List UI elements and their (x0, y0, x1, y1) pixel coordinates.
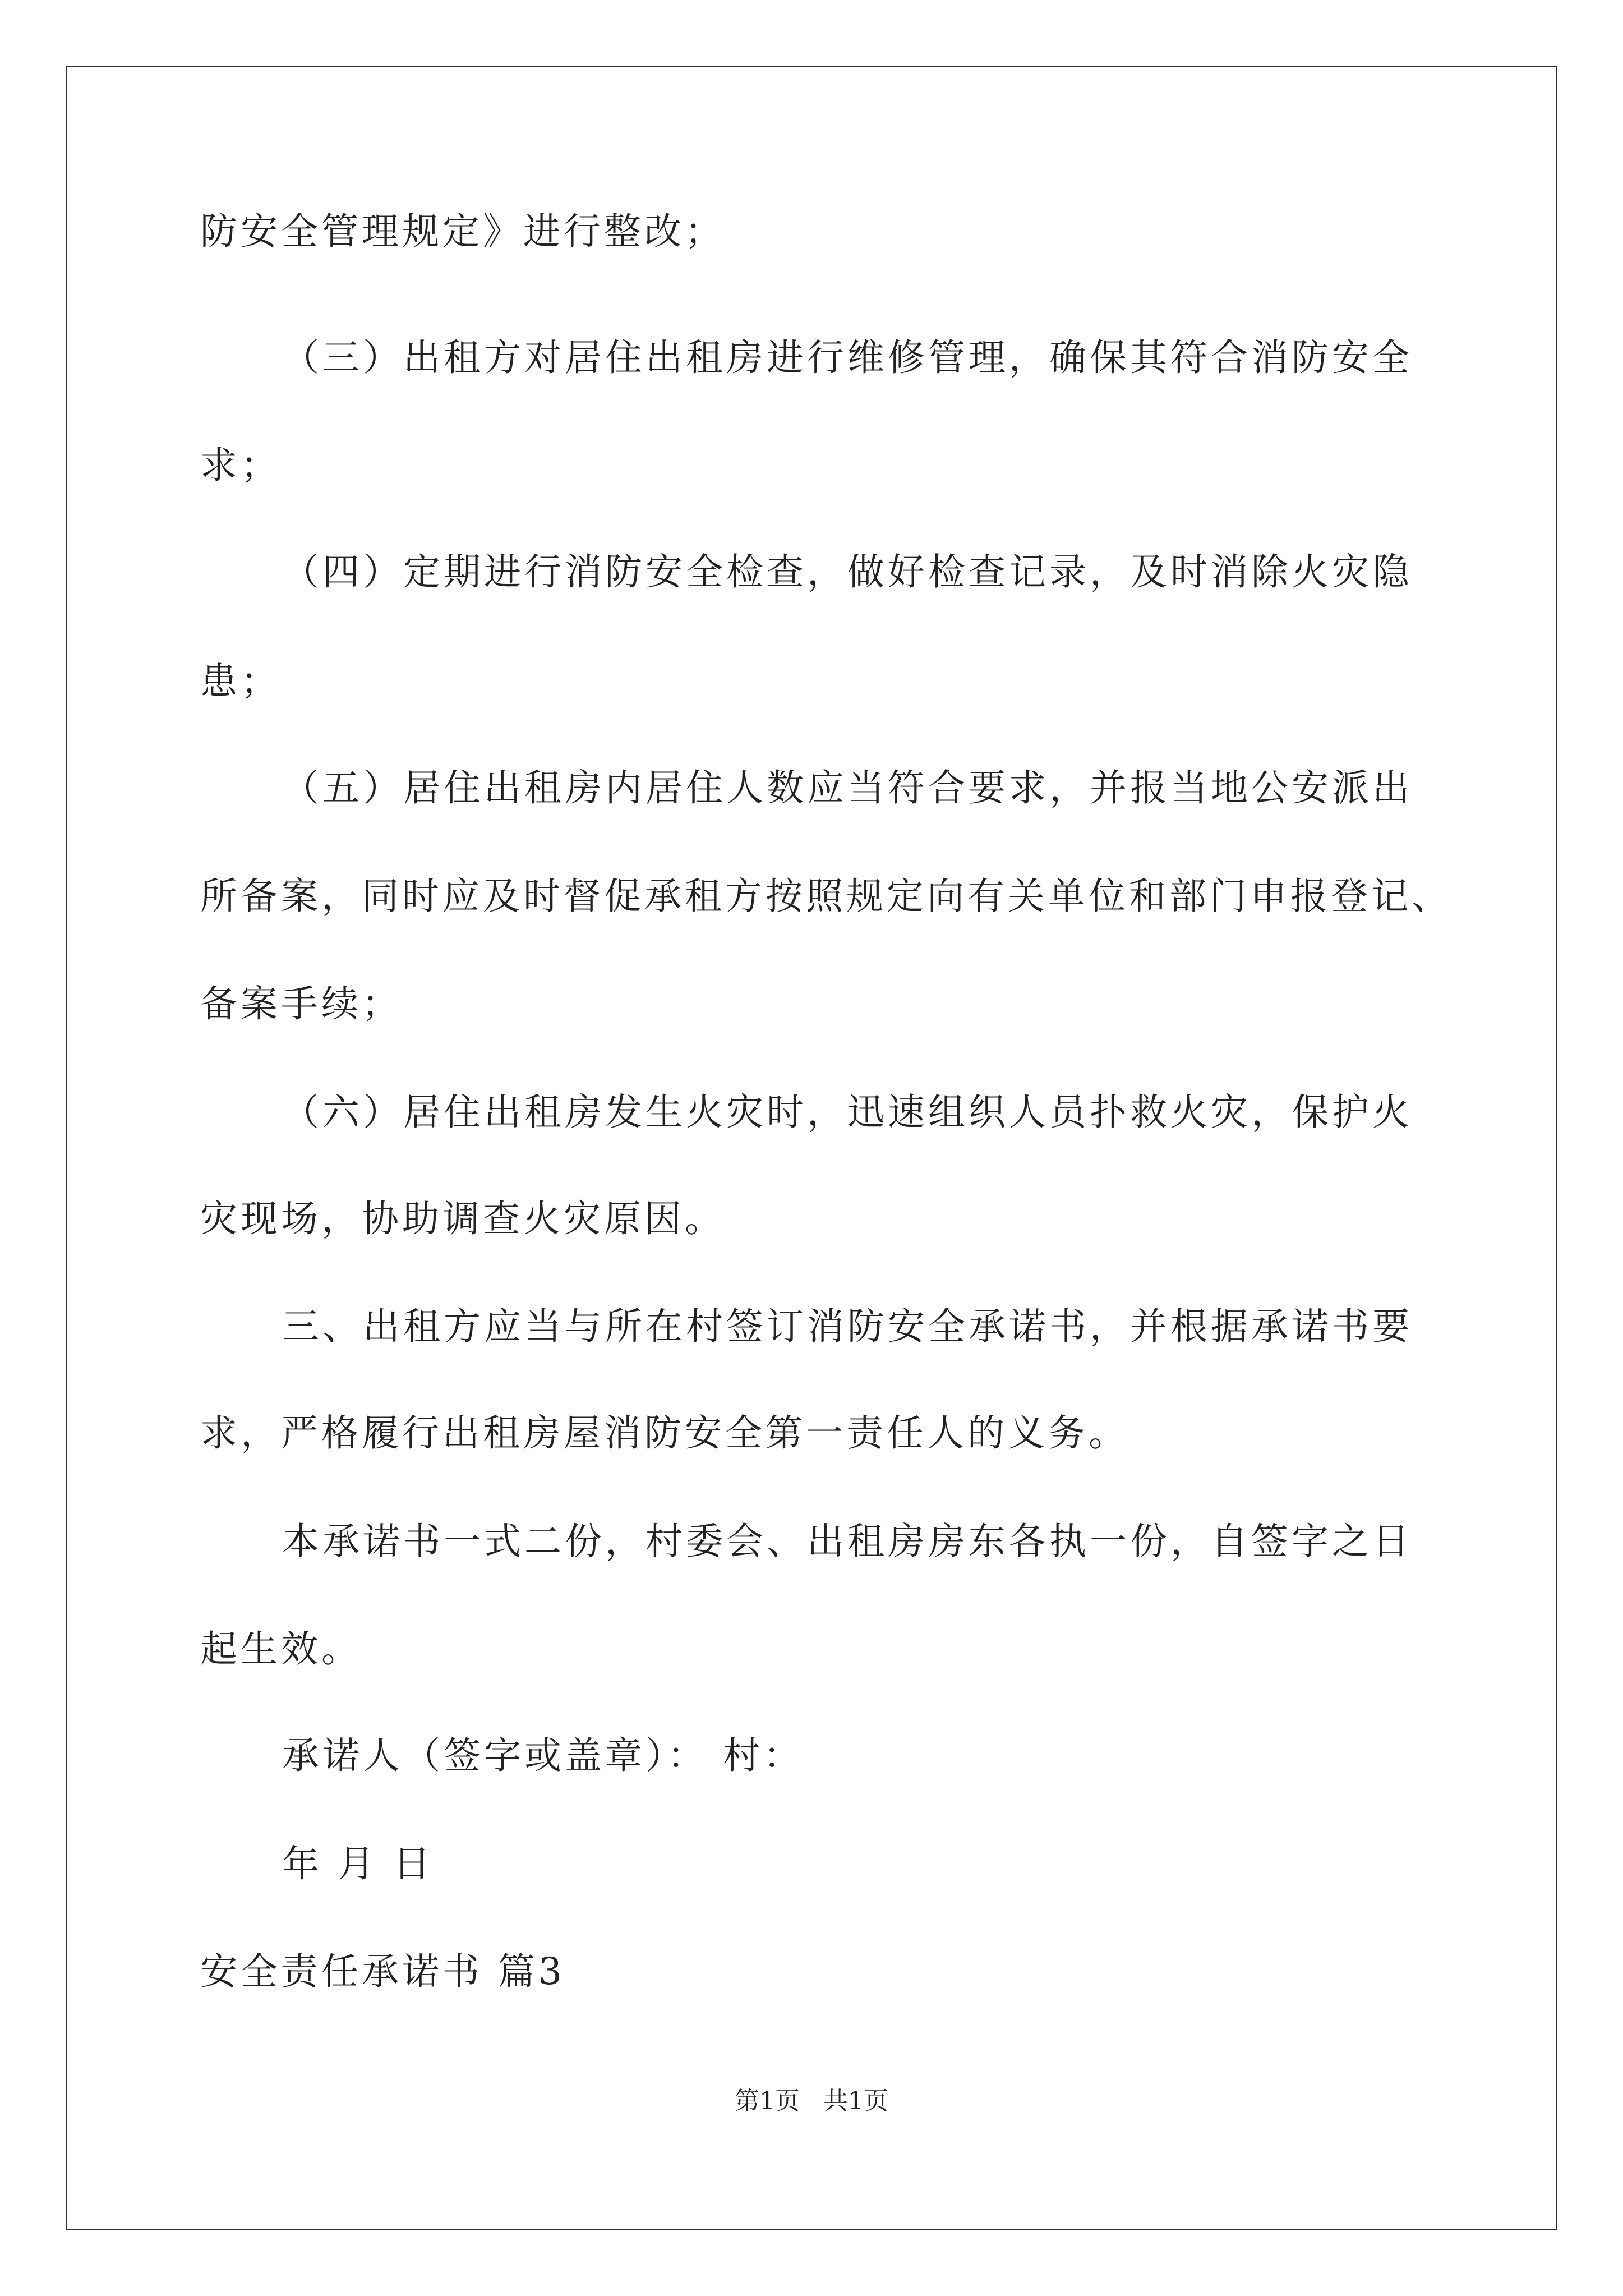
page-number: 第1页 (735, 2087, 800, 2115)
date-line: 年 月 日 (282, 1842, 434, 1885)
page-frame (66, 66, 1557, 2230)
text-line: （三）出租方对居住出租房进行维修管理，确保其符合消防安全 (282, 336, 1413, 379)
section-heading: 安全责任承诺书 篇3 (200, 1950, 565, 1993)
text-line: 三、出租方应当与所在村签订消防安全承诺书，并根据承诺书要 (282, 1305, 1413, 1348)
text-line: （四）定期进行消防安全检查，做好检查记录，及时消除火灾隐 (282, 550, 1413, 593)
text-line: 起生效。 (200, 1627, 362, 1671)
text-line: 所备案，同时应及时督促承租方按照规定向有关单位和部门申报登记、 (200, 875, 1452, 918)
text-line: （六）居住出租房发生火灾时，迅速组织人员扑救火灾，保护火 (282, 1091, 1413, 1134)
signature-line: 承诺人（签字或盖章）： 村： (282, 1734, 804, 1777)
text-line: 求，严格履行出租房屋消防安全第一责任人的义务。 (200, 1411, 1129, 1455)
text-line: （五）居住出租房内居住人数应当符合要求，并报当地公安派出 (282, 766, 1413, 809)
text-line: 求； (200, 444, 281, 487)
text-line: 备案手续； (200, 982, 402, 1025)
text-line: 灾现场，协助调查火灾原因。 (200, 1197, 725, 1240)
text-line: 患； (200, 660, 281, 703)
page-total: 共1页 (823, 2087, 888, 2115)
text-line: 防安全管理规定》进行整改； (200, 210, 725, 253)
page-footer (0, 2085, 1623, 2118)
text-line: 本承诺书一式二份，村委会、出租房房东各执一份，自签字之日 (282, 1520, 1413, 1563)
